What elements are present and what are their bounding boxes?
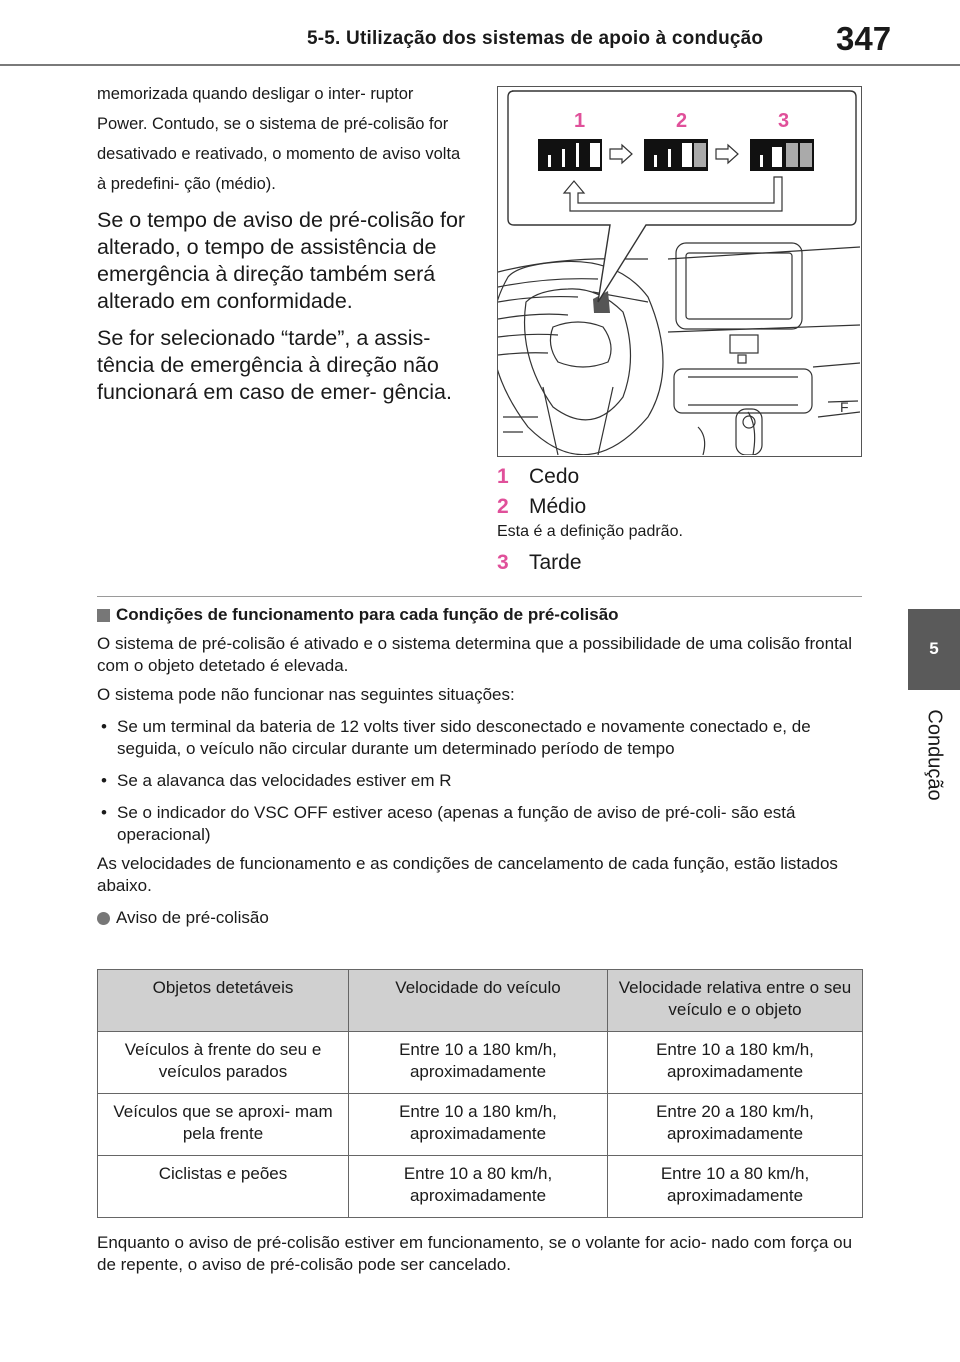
list-item: • Se o indicador do VSC OFF estiver aceso (apenas a função de aviso de pré-coli- são está operacional) [101, 803, 796, 844]
section-paragraph-2: O sistema pode não funcionar nas seguintes situações: [97, 685, 515, 704]
subsection-heading: Aviso de pré-colisão [97, 907, 862, 929]
section-heading: Condições de funcionamento para cada função de pré-colisão [97, 604, 862, 626]
chapter-tab[interactable]: 5 [908, 609, 960, 688]
header-divider [0, 64, 960, 66]
section-title: 5-5. Utilização dos sistemas de apoio à condução [307, 28, 764, 49]
svg-text:F: F [840, 399, 849, 415]
chapter-tab-divider [908, 688, 960, 690]
emphasis-paragraph-1: Se o tempo de aviso de pré-colisão for alterado, o tempo de assistência de emergência à direção também será alterado em conformidade. [97, 208, 466, 313]
table-row [98, 1094, 863, 1156]
timing-indicator-3 [750, 139, 814, 171]
figure-label-1: 1 [574, 110, 586, 132]
table-cell: Veículos à frente do seu e veículos parados [98, 1032, 349, 1094]
table-cell: Entre 10 a 80 km/h, aproximadamente [608, 1156, 863, 1218]
table-row [98, 1156, 863, 1218]
table-cell: Ciclistas e peões [98, 1156, 349, 1218]
column-header: Velocidade relativa entre o seu veículo e o objeto [608, 970, 863, 1032]
table-row [98, 1032, 863, 1094]
figure-label-3: 3 [778, 110, 790, 132]
page-number: 347 [836, 20, 892, 57]
figure-label-2: 2 [676, 110, 688, 132]
intro-paragraph: memorizada quando desligar o inter- ruptor Power. Contudo, se o sistema de pré-colisão for desativado e reativado, o momento de aviso volta à predefini- ção (médio). [97, 85, 461, 193]
timing-indicator-2 [644, 139, 708, 171]
timing-indicator-1 [538, 139, 602, 171]
legend-item-late: 3 Tarde [497, 551, 582, 574]
list-item: • Se a alavanca das velocidades estiver em R [101, 771, 452, 790]
table-cell: Entre 10 a 180 km/h, aproximadamente [349, 1032, 608, 1094]
section-paragraph-3: As velocidades de funcionamento e as condições de cancelamento de cada função, estão listados abaixo. [97, 854, 838, 895]
table-cell: Entre 20 a 180 km/h, aproximadamente [608, 1094, 863, 1156]
dashboard-illustration [498, 87, 860, 455]
warning-timing-illustration [497, 86, 862, 457]
table-cell: Entre 10 a 180 km/h, aproximadamente [349, 1094, 608, 1156]
table-cell: Entre 10 a 180 km/h, aproximadamente [608, 1032, 863, 1094]
intro-column [97, 79, 467, 406]
operating-conditions-section [97, 604, 862, 929]
list-item: • Se um terminal da bateria de 12 volts tiver sido desconectado e novamente conectado e, de seguida, o veículo não circular durante um determinado período de tempo [101, 717, 811, 758]
section-divider [97, 596, 862, 597]
column-header: Objetos detetáveis [98, 970, 349, 1032]
emphasis-paragraph-2: Se for selecionado “tarde”, a assis- tência de emergência à direção não funcionará em caso de emer- gência. [97, 326, 452, 404]
figure-legend [497, 462, 862, 578]
section-paragraph-1: O sistema de pré-colisão é ativado e o sistema determina que a possibilidade de uma colisão frontal com o objeto detetado é elevada. [97, 634, 853, 675]
legend-item-medium: 2 Médio [497, 495, 587, 518]
circle-bullet-icon [97, 912, 110, 925]
closing-paragraph: Enquanto o aviso de pré-colisão estiver em funcionamento, se o volante for acio- nado com força ou de repente, o aviso de pré-colisão pode ser cancelado. [97, 1233, 853, 1274]
column-header: Velocidade do veículo [349, 970, 608, 1032]
legend-note-default: Esta é a definição padrão. [497, 523, 683, 540]
table-cell: Veículos que se aproxi- mam pela frente [98, 1094, 349, 1156]
page-header [0, 0, 960, 70]
table-header-row [98, 970, 863, 1032]
conditions-table [97, 969, 863, 1218]
legend-item-early: 1 Cedo [497, 465, 580, 488]
table-cell: Entre 10 a 80 km/h, aproximadamente [349, 1156, 608, 1218]
chapter-label: Condução [923, 709, 946, 801]
square-bullet-icon [97, 609, 110, 622]
